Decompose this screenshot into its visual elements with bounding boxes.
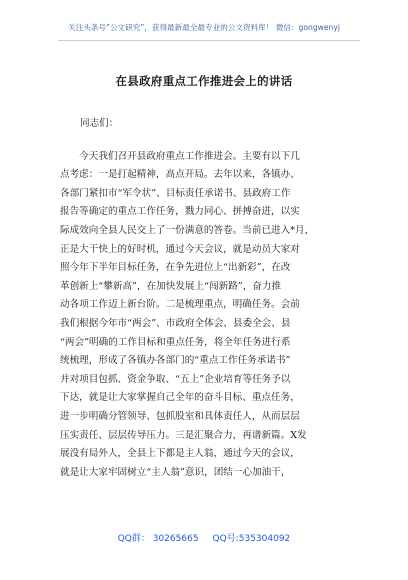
- text-line: 各部门紧扣市“军令状”、目标责任承诺书、县政府工作: [60, 187, 291, 199]
- footer-contact: [0, 531, 408, 544]
- text-line: “两会”明确的工作目标和重点任务，将全年任务进行系: [60, 336, 291, 348]
- text-line: 照今年下半年目标任务，在争先进位上“出新彩”，在改: [60, 262, 291, 274]
- text-line: 正是大干快上的好时机，通过今天会议，就是动员大家对: [60, 243, 300, 255]
- text-line: 革创新上“攀新高”，在加快发展上“闯新路”，奋力推: [60, 280, 282, 292]
- header-banner: 关注头条号“公文研究”，获得最新最全最专业的公文资料库！ 微信：gongwenyj: [68, 23, 340, 32]
- text-line: 点考虑：一是打起精神，高点开局。去年以来，各镇办、: [60, 169, 300, 181]
- text-line: 动各项工作迈上新台阶。二是梳理重点，明确任务。会前: [60, 299, 300, 311]
- header-divider: [58, 40, 360, 41]
- greeting: 同志们：: [80, 118, 119, 129]
- speech-paragraph: [60, 148, 353, 483]
- text-line: 展没有局外人，全县上下都是主人翁，通过今天的会议，: [60, 448, 300, 460]
- text-line: 就是让大家牢固树立“主人翁”意识，团结一心加油干，: [60, 466, 291, 478]
- qq-group: QQ群： 30265665: [117, 534, 199, 544]
- text-line: 今天我们召开县政府重点工作推进会。主要有以下几: [60, 150, 300, 162]
- text-line: 压实责任、层层传导压力。三是汇聚合力，再谱新篇。X发: [60, 429, 307, 441]
- document-title: 在县政府重点工作推进会上的讲话: [115, 74, 293, 88]
- text-line: 报告等确定的重点工作任务，戮力同心、拼搏奋进，以实: [60, 206, 300, 218]
- text-line: 际成效向全县人民交上了一份满意的答卷。当前已进入*月，: [60, 224, 315, 236]
- text-line: 我们根据今年市“两会”、市政府全体会、县委全会、县: [60, 317, 291, 329]
- text-line: 进一步明确分管领导、包抓股室和具体责任人，从而层层: [60, 410, 300, 422]
- document-body: [60, 115, 353, 482]
- text-line: 并对项目包抓、资金争取、“五上”企业培育等任务予以: [60, 373, 291, 385]
- qq-number: QQ号:535304092: [212, 534, 291, 544]
- text-line: 下达，就是让大家掌握自己全年的奋斗目标、重点任务，: [60, 392, 300, 404]
- text-line: 统梳理，形成了各镇办各部门的“重点工作任务承诺书”: [60, 355, 291, 367]
